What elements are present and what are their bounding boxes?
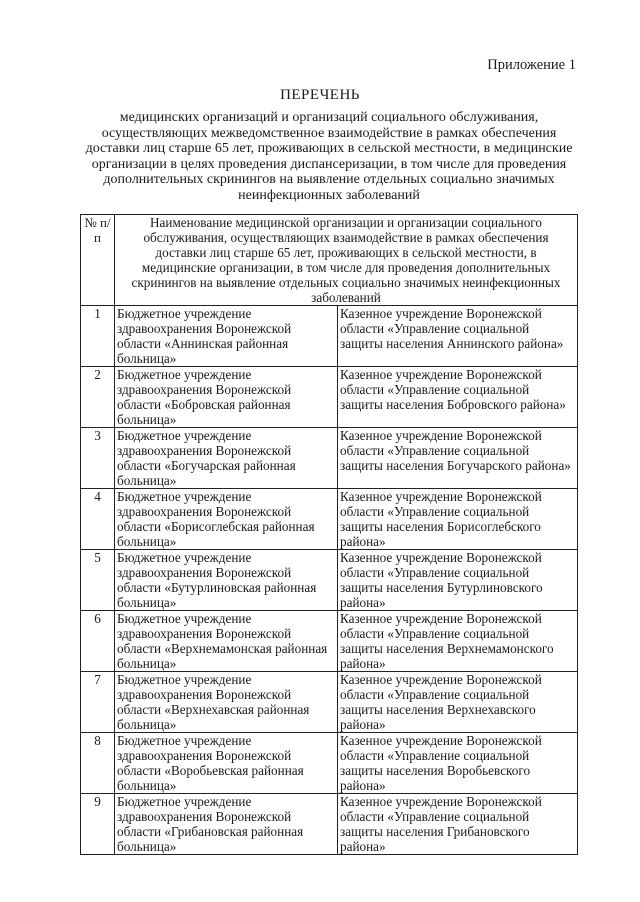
table-row [81,550,578,611]
table-row [81,794,578,855]
social-organization: Казенное учреждение Воронежской области «Управление социальной защиты населения Аннинского района» [338,306,578,367]
medical-organization: Бюджетное учреждение здравоохранения Воронежской области «Борисоглебская районная больница» [115,489,338,550]
document-subtitle: медицинских организаций и организаций социального обслуживания, осуществляющих межведомственное взаимодействие в рамках обеспечения доставки лиц старше 65 лет, проживающих в сельской местности, в медицинские организации в целях проведения диспансеризации, в том числе для проведения дополнительных скринингов на выявление отдельных социально значимых неинфекционных заболеваний [85,110,573,203]
medical-organization: Бюджетное учреждение здравоохранения Воронежской области «Бутурлиновская районная больница» [115,550,338,611]
row-number: 3 [81,428,115,489]
medical-organization: Бюджетное учреждение здравоохранения Воронежской области «Верхнемамонская районная больница» [115,611,338,672]
social-organization: Казенное учреждение Воронежской области «Управление социальной защиты населения Бутурлиновского района» [338,550,578,611]
row-number: 6 [81,611,115,672]
header-number: № п/п [81,215,115,306]
row-number: 2 [81,367,115,428]
medical-organization: Бюджетное учреждение здравоохранения Воронежской области «Бобровская районная больница» [115,367,338,428]
row-number: 8 [81,733,115,794]
row-number: 7 [81,672,115,733]
medical-organization: Бюджетное учреждение здравоохранения Воронежской области «Верхнехавская районная больница» [115,672,338,733]
social-organization: Казенное учреждение Воронежской области «Управление социальной защиты населения Грибановского района» [338,794,578,855]
medical-organization: Бюджетное учреждение здравоохранения Воронежской области «Воробьевская районная больница» [115,733,338,794]
row-number: 4 [81,489,115,550]
table-row [81,489,578,550]
document-heading: ПЕРЕЧЕНЬ [280,87,360,103]
social-organization: Казенное учреждение Воронежской области «Управление социальной защиты населения Бобровского района» [338,367,578,428]
table-row [81,367,578,428]
organizations-table [80,214,578,855]
table-row [81,306,578,367]
header-description: Наименование медицинской организации и организации социального обслуживания, осуществляющих взаимодействие в рамках обеспечения доставки лиц старше 65 лет, проживающих в сельской местности, в медицинские организации, в том числе для проведения дополнительных скринингов на выявление отдельных социально значимых неинфекционных заболеваний [115,215,578,306]
appendix-label: Приложение 1 [487,57,576,73]
social-organization: Казенное учреждение Воронежской области «Управление социальной защиты населения Верхнехавского района» [338,672,578,733]
table-header-row [81,215,578,306]
social-organization: Казенное учреждение Воронежской области «Управление социальной защиты населения Воробьевского района» [338,733,578,794]
row-number: 1 [81,306,115,367]
row-number: 5 [81,550,115,611]
medical-organization: Бюджетное учреждение здравоохранения Воронежской области «Богучарская районная больница» [115,428,338,489]
medical-organization: Бюджетное учреждение здравоохранения Воронежской области «Грибановская районная больница» [115,794,338,855]
table-row [81,672,578,733]
table-row [81,428,578,489]
medical-organization: Бюджетное учреждение здравоохранения Воронежской области «Аннинская районная больница» [115,306,338,367]
social-organization: Казенное учреждение Воронежской области «Управление социальной защиты населения Богучарского района» [338,428,578,489]
row-number: 9 [81,794,115,855]
social-organization: Казенное учреждение Воронежской области «Управление социальной защиты населения Борисоглебского района» [338,489,578,550]
table-row [81,611,578,672]
social-organization: Казенное учреждение Воронежской области «Управление социальной защиты населения Верхнемамонского района» [338,611,578,672]
table-row [81,733,578,794]
table-body [81,306,578,855]
